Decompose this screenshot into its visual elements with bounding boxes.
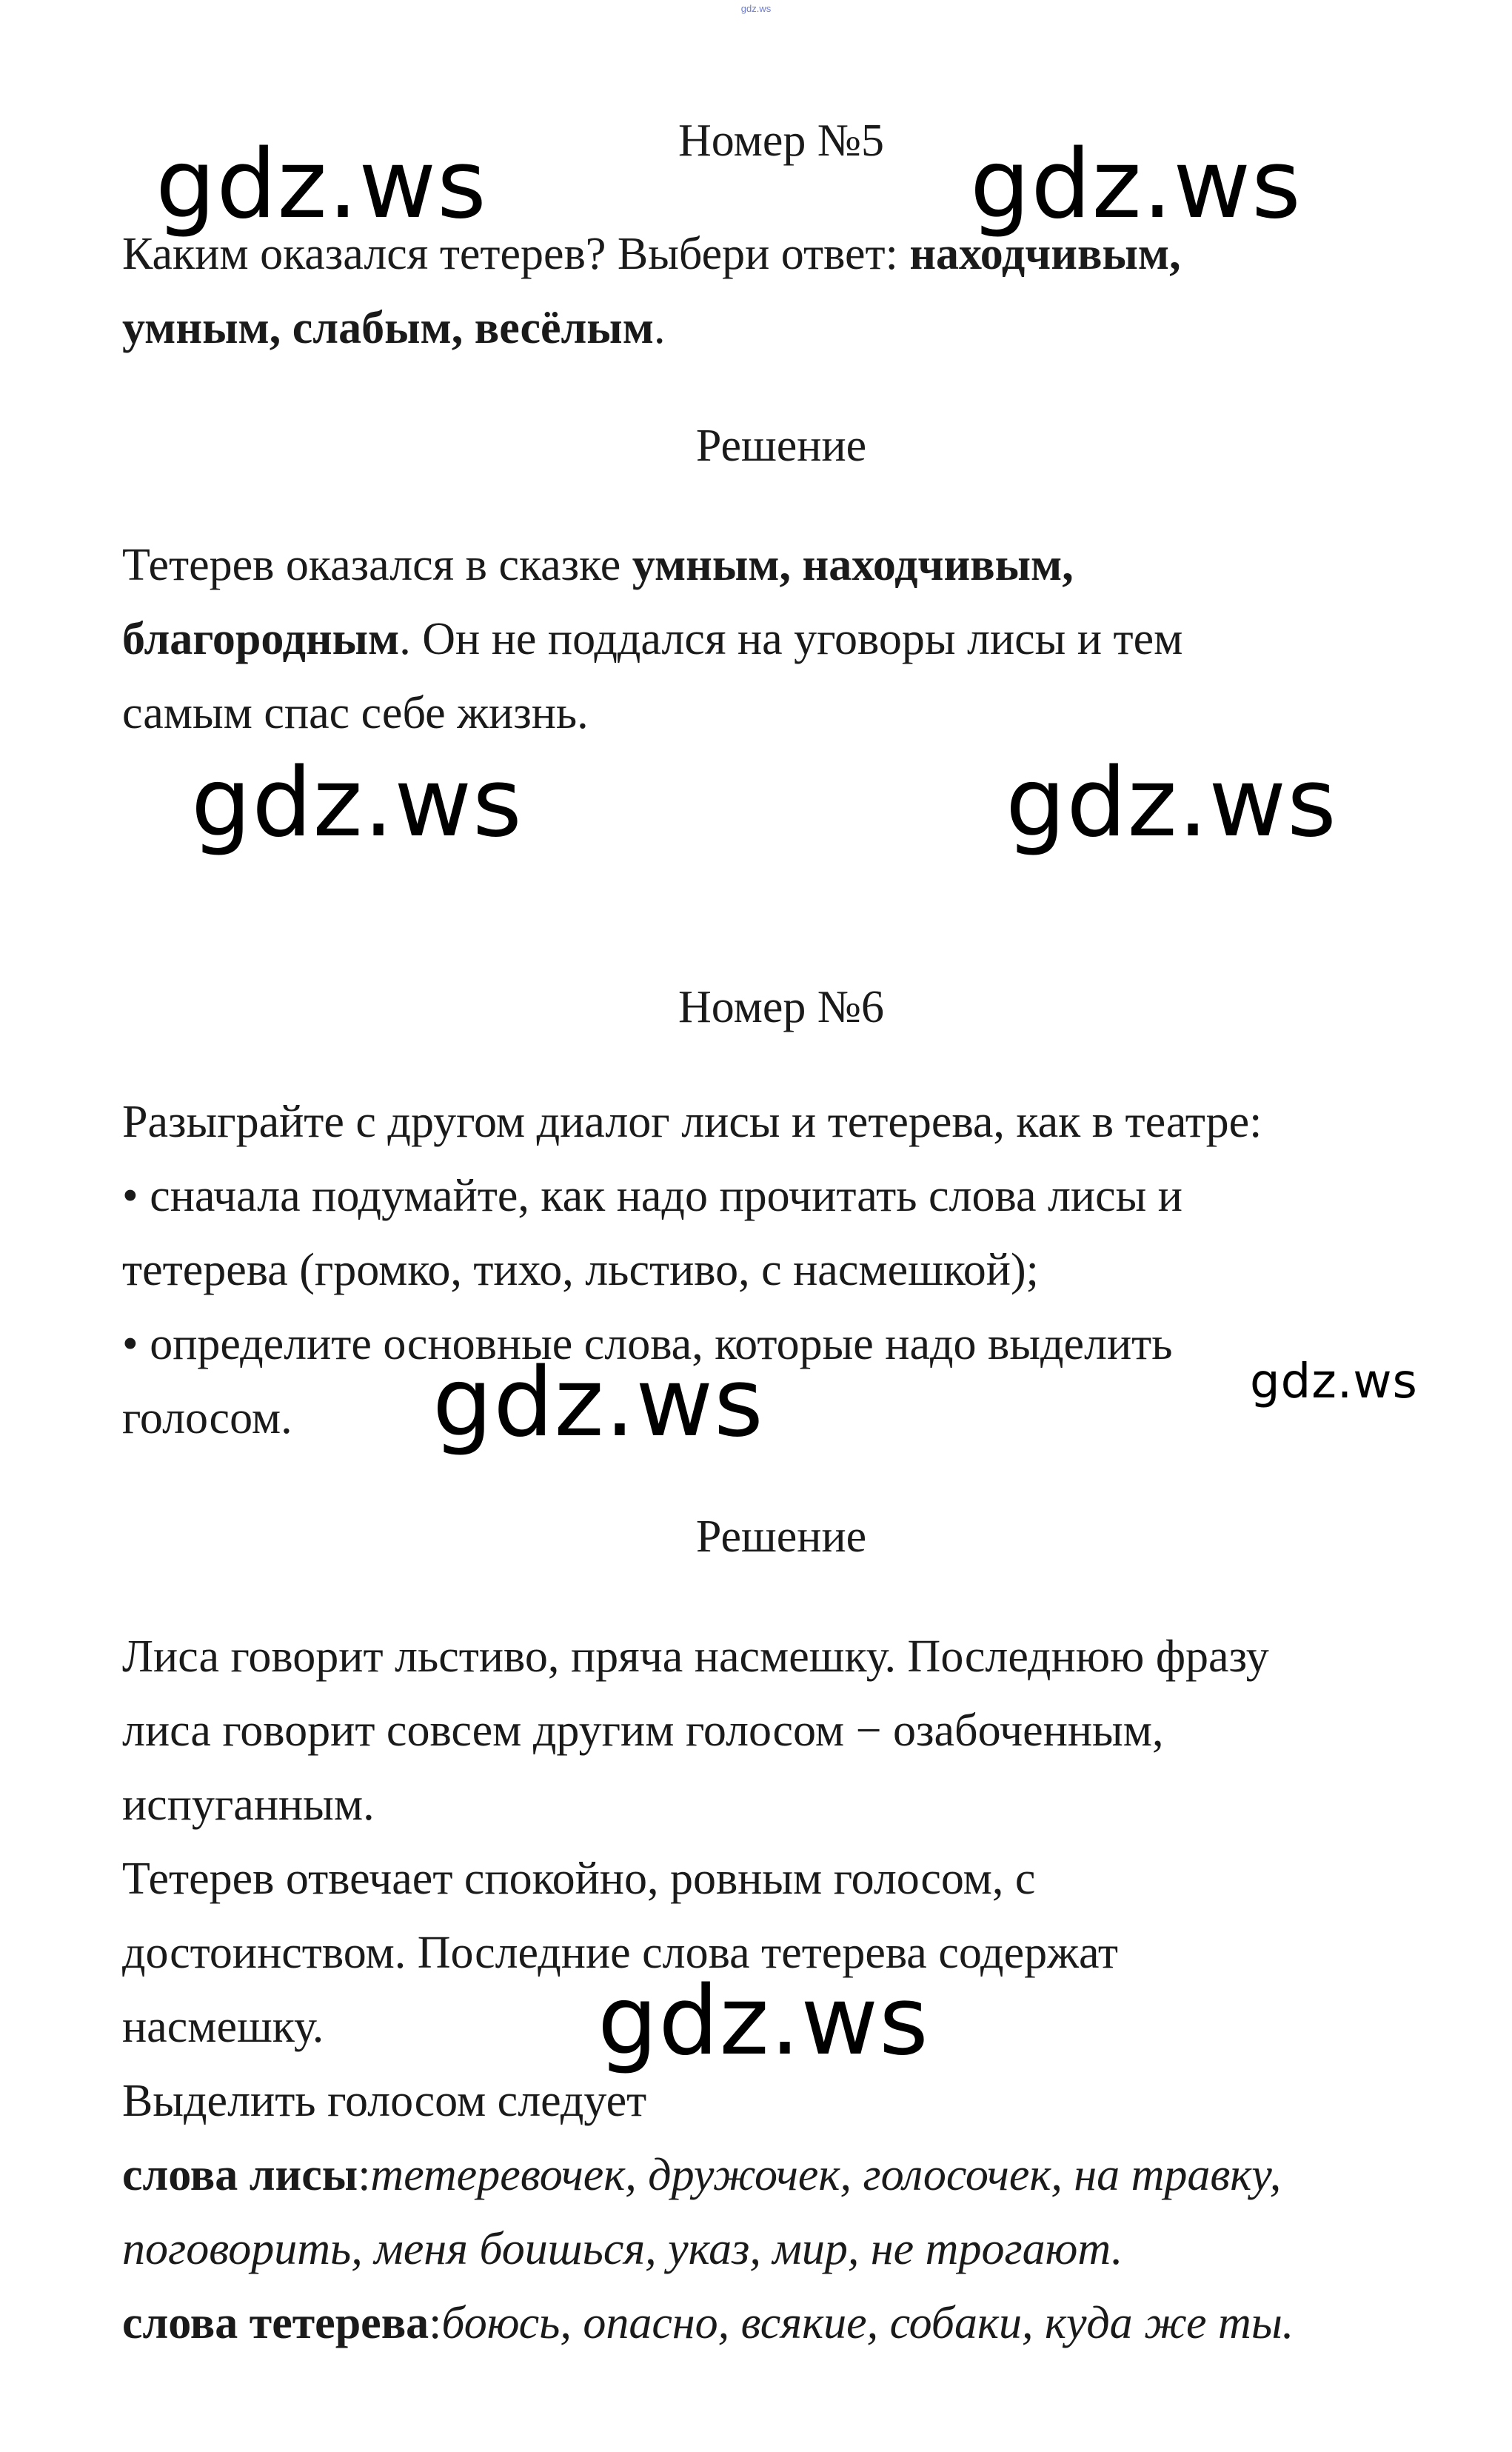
watermark: gdz.ws: [155, 130, 487, 240]
grouse-words-label: слова тетерева: [122, 2298, 429, 2348]
task5-answer-bold: умным, находчивым,: [632, 540, 1074, 590]
watermark: gdz.ws: [598, 1966, 929, 2077]
task6-fox-words-line2: [122, 2212, 1455, 2286]
task5-question-line2: [122, 291, 1455, 365]
task6-answer-line3: испуганным.: [122, 1780, 375, 1830]
grouse-words-list: боюсь, опасно, всякие, собаки, куда же ты.: [441, 2298, 1294, 2348]
task6-title: Номер №6: [678, 982, 884, 1032]
task6-solution-title: Решение: [695, 1511, 867, 1562]
fox-words-label: слова лисы: [122, 2150, 358, 2200]
task6-question-line1: Разыграйте с другом диалог лисы и тетерева, как в театре:: [122, 1097, 1262, 1147]
task6-answer-line4: Тетерев отвечает спокойно, ровным голосом, с: [122, 1854, 1036, 1904]
task5-answer-option: находчивым,: [909, 229, 1181, 279]
watermark: gdz.ws: [1006, 748, 1337, 858]
task5-answer-options: умным, слабым, весёлым: [122, 303, 654, 353]
task5-question-end: .: [653, 303, 666, 353]
fox-words-list-cont: поговорить, меня боишься, указ, мир, не трогают.: [122, 2224, 1123, 2274]
task6-grouse-words-line: слова тетерева:боюсь, опасно, всякие, собаки, куда же ты.: [122, 2298, 1294, 2348]
task5-question-text: Каким оказался тетерев? Выбери ответ:: [122, 229, 910, 279]
task6-answer-line5: достоинством. Последние слова тетерева содержат: [122, 1928, 1118, 1978]
task5-solution-title: Решение: [695, 421, 867, 471]
header-link[interactable]: gdz.ws: [740, 3, 772, 14]
task6-answer-line1: Лиса говорит льстиво, пряча насмешку. Последнюю фразу: [122, 1631, 1269, 1682]
task5-answer-line3: самым спас себе жизнь.: [122, 688, 589, 738]
task6-question-line2: • сначала подумайте, как надо прочитать слова лисы и: [122, 1171, 1182, 1221]
watermark: gdz.ws: [191, 748, 523, 858]
task6-question-line5: голосом.: [122, 1393, 292, 1443]
fox-words-list: тетеревочек, дружочек, голосочек, на травку,: [370, 2150, 1282, 2200]
task6-fox-words-line1: слова лисы:тетеревочек, дружочек, голосочек, на травку,: [122, 2150, 1282, 2200]
task6-answer-line7: Выделить голосом следует: [122, 2076, 647, 2126]
task5-answer-line1: [122, 528, 1455, 602]
task5-answer-line2: [122, 602, 1455, 676]
task5-answer-text: Тетерев оказался в сказке: [122, 540, 632, 590]
task5-title: Номер №5: [678, 116, 884, 166]
task5-answer-bold-2: благородным: [122, 614, 400, 664]
task6-answer-line2: лиса говорит совсем другим голосом − озабоченным,: [122, 1706, 1164, 1756]
watermark: gdz.ws: [432, 1348, 764, 1458]
task5-answer: [122, 528, 1455, 750]
task6-question-line4: • определите основные слова, которые надо выделить: [122, 1319, 1173, 1369]
task6-answer-line6: насмешку.: [122, 2002, 324, 2052]
watermark: gdz.ws: [970, 130, 1302, 240]
task5-answer-text-2: . Он не поддался на уговоры лисы и тем: [399, 614, 1183, 664]
watermark: gdz.ws: [1250, 1354, 1418, 1409]
task6-question-line3: тетерева (громко, тихо, льстиво, с насмешкой);: [122, 1245, 1039, 1295]
